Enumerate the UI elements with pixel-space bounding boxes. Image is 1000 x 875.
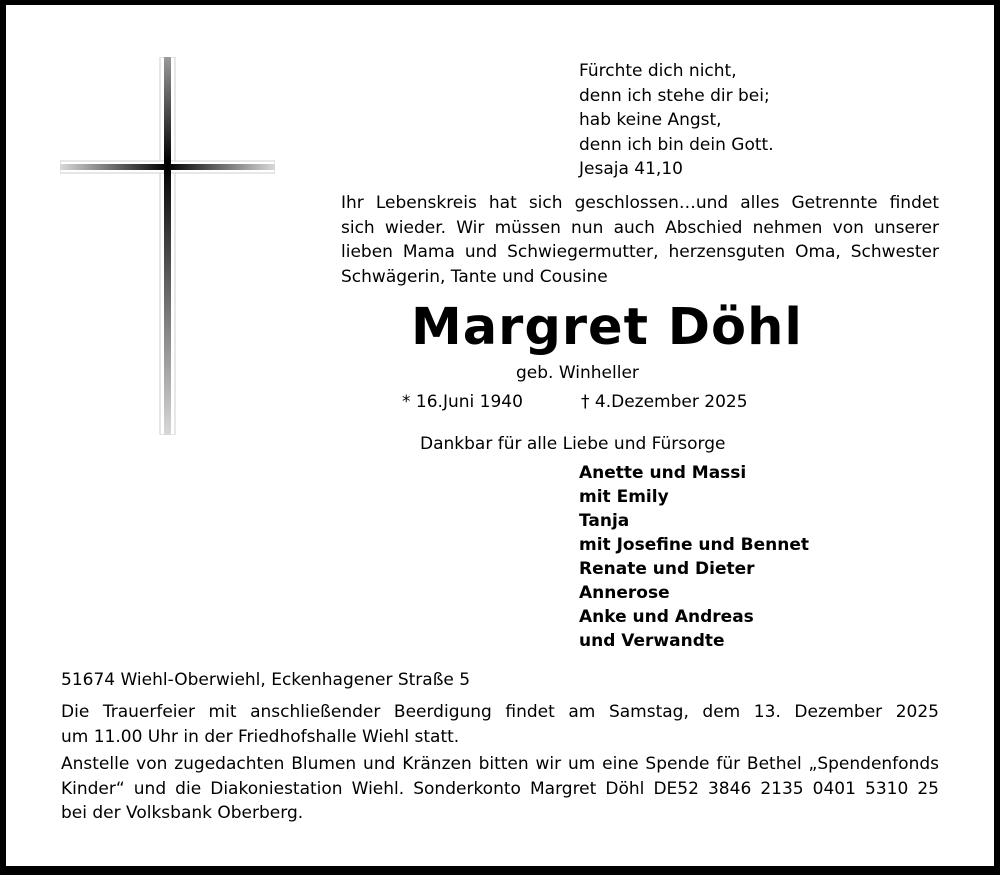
address: 51674 Wiehl-Oberwiehl, Eckenhagener Straße 5 — [61, 670, 471, 690]
donation-line: Kinder“ und die Diakoniestation Wiehl. Sonderkonto Margret Döhl DE52 3846 2135 0401 5310 25 — [61, 778, 939, 799]
death-date: † 4.Dezember 2025 — [581, 392, 748, 412]
verse-line: denn ich stehe dir bei; — [579, 85, 770, 106]
thanks-line: Dankbar für alle Liebe und Fürsorge — [420, 434, 726, 454]
verse-line: hab keine Angst, — [579, 110, 722, 130]
mourners-list — [579, 461, 809, 653]
intro-paragraph — [341, 191, 939, 289]
donation-line: bei der Volksbank Oberberg. — [61, 803, 304, 823]
mourner: Tanja — [579, 511, 630, 531]
deceased-name: Margret Döhl — [411, 298, 803, 357]
intro-line: Schwägerin, Tante und Cousine — [341, 266, 608, 287]
mourner: Anette und Massi — [579, 463, 747, 483]
birth-date: * 16.Juni 1940 — [402, 392, 523, 412]
birth-name: geb. Winheller — [516, 363, 639, 383]
intro-line: sich wieder. Wir müssen nun auch Abschied nehmen von unserer — [341, 217, 939, 238]
mourner: mit Josefine und Bennet — [579, 535, 810, 555]
funeral-line: Die Trauerfeier mit anschließender Beerdigung findet am Samstag, dem 13. Dezember 2025 — [61, 702, 939, 722]
cross-icon — [60, 57, 275, 435]
funeral-info — [61, 700, 939, 749]
intro-line: Ihr Lebenskreis hat sich geschlossen…und alles Getrennte findet — [341, 193, 939, 213]
mourner: Annerose — [579, 583, 670, 603]
mourner: Anke und Andreas — [579, 607, 754, 627]
intro-line: lieben Mama und Schwiegermutter, herzensguten Oma, Schwester — [341, 242, 939, 262]
bible-verse — [579, 59, 774, 182]
donation-line: Anstelle von zugedachten Blumen und Kränzen bitten wir um eine Spende für Bethel „Spendenfonds — [61, 754, 939, 774]
mourner: mit Emily — [579, 487, 669, 507]
mourner: und Verwandte — [579, 631, 725, 651]
mourner: Renate und Dieter — [579, 559, 755, 579]
donation-info — [61, 752, 939, 826]
verse-reference: Jesaja 41,10 — [579, 159, 683, 179]
verse-line: Fürchte dich nicht, — [579, 61, 737, 81]
funeral-line: um 11.00 Uhr in der Friedhofshalle Wiehl statt. — [61, 726, 460, 747]
verse-line: denn ich bin dein Gott. — [579, 134, 774, 155]
